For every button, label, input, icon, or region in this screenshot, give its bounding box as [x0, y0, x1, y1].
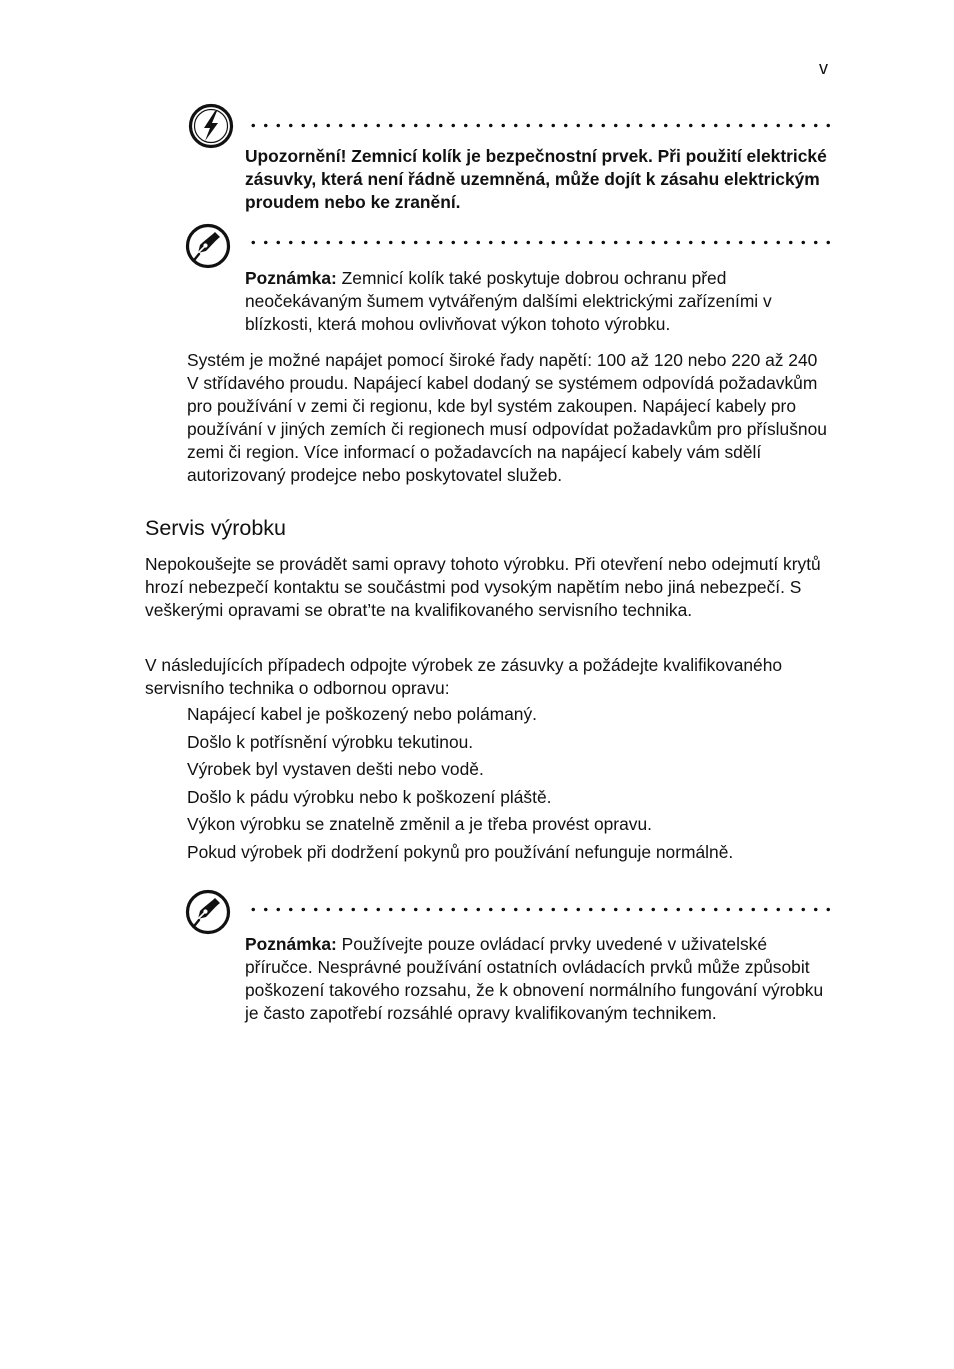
list-item: Výkon výrobku se znatelně změnil a je třeba provést opravu.	[187, 814, 652, 835]
pen-nib-note-icon	[185, 223, 231, 269]
note2-divider	[247, 907, 832, 912]
note1-label: Poznámka:	[245, 268, 337, 288]
list-item: Napájecí kabel je poškozený nebo polámaný.	[187, 704, 537, 724]
warning-text: Upozornění! Zemnicí kolík je bezpečnostní prvek. Při použití elektrické zásuvky, která není řádně uzemněná, může dojít k zásahu elektrickým proudem nebo ke zranění.	[245, 146, 827, 212]
service-conditions-list	[187, 703, 733, 869]
note1-text: Zemnicí kolík také poskytuje dobrou ochranu před neočekávaným šumem vytvářeným dalšími elektrickými zařízeními v blízkosti, která mohou ovlivňovat výkon tohoto výrobku.	[245, 268, 772, 334]
list-item: Došlo k pádu výrobku nebo k poškození pláště.	[187, 786, 552, 807]
section-title: Servis výrobku	[145, 516, 286, 540]
list-item: Pokud výrobek při dodržení pokynů pro používání nefunguje normálně.	[187, 841, 734, 862]
list-item: Výrobek byl vystaven dešti nebo vodě.	[187, 759, 484, 780]
note1-paragraph	[245, 267, 835, 336]
page-number: v	[819, 58, 828, 78]
note1-divider	[247, 240, 832, 245]
power-paragraph: Systém je možné napájet pomocí široké řady napětí: 100 až 120 nebo 220 až 240 V střídavého proudu. Napájecí kabel dodaný se systémem odpovídá požadavkům pro používání v zemi či regionu, kde byl systém zakoupen. Napájecí kabely pro používání v jiných zemích či regionech musí odpovídat požadavkům pro příslušnou zemi či region. Více informací o požadavcích na napájecí kabely vám sdělí autorizovaný prodejce nebo poskytovatel služeb.	[187, 350, 827, 485]
service-paragraph-1: Nepokoušejte se provádět sami opravy tohoto výrobku. Při otevření nebo odejmutí krytů hrozí nebezpečí kontaktu se součástmi pod vysokým napětím nebo jiná nebezpečí. S veškerými opravami se obrat’te na kvalifikovaného servisního technika.	[145, 554, 821, 620]
lightning-warning-icon	[188, 103, 234, 149]
service-paragraph-2: V následujících případech odpojte výrobek ze zásuvky a požádejte kvalifikovaného servisního technika o odbornou opravu:	[145, 655, 783, 698]
note2-label: Poznámka:	[245, 934, 337, 954]
note2-paragraph	[245, 933, 835, 1025]
pen-nib-note-icon	[185, 889, 231, 935]
list-item: Došlo k potřísnění výrobku tekutinou.	[187, 731, 474, 752]
note2-text: Používejte pouze ovládací prvky uvedené v uživatelské příručce. Nesprávné používání ostatních ovládacích prvků může způsobit poškození takového rozsahu, že k obnovení normálního fungování výrobku je často zapotřebí rozsáhlé opravy kvalifikovaným technikem.	[245, 934, 824, 1023]
warning-divider	[247, 123, 832, 128]
